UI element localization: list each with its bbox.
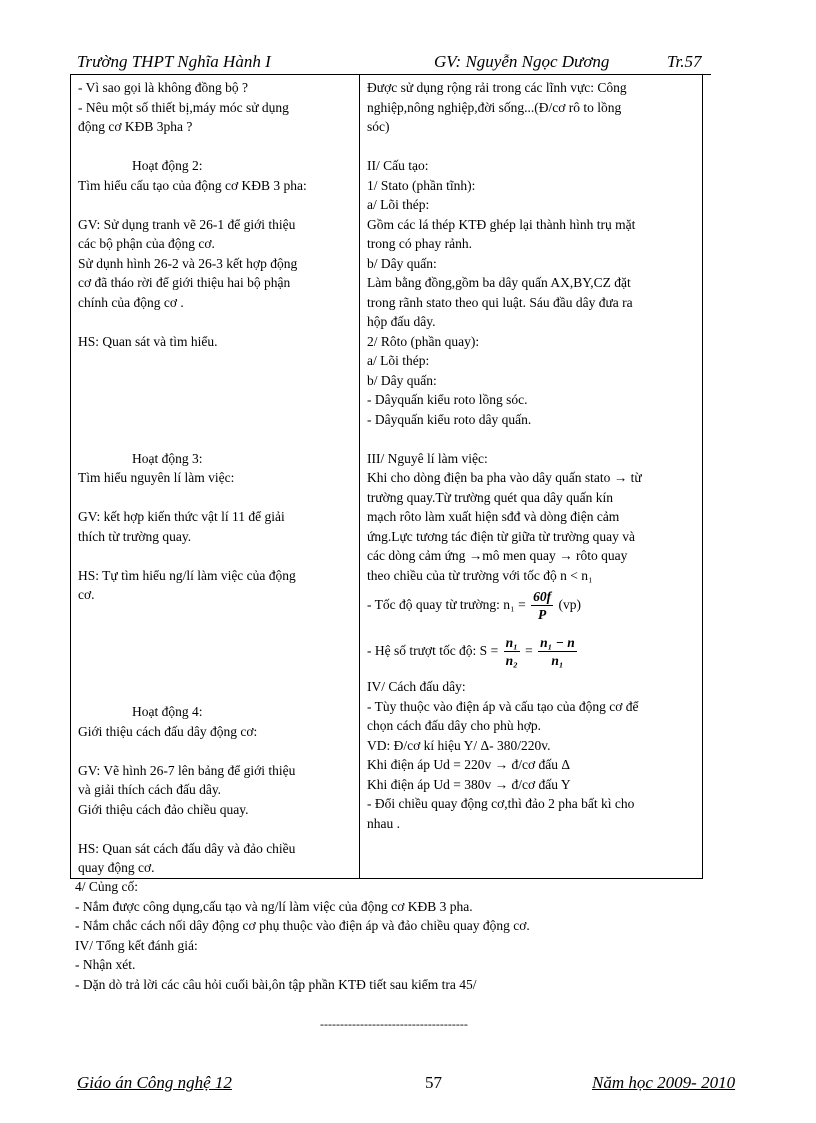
note-line: - Nắm được công dụng,cấu tạo và ng/lí làm việc của động cơ KĐB 3 pha. (75, 898, 473, 914)
right-text-line: trong rãnh stato theo qui luật. Sáu đầu dây đưa ra (367, 294, 633, 310)
formula2-prefix: - Hệ số trượt tốc độ: S = (367, 643, 499, 658)
fraction-slip (538, 634, 577, 669)
footer-subject: Giáo án Công nghệ 12 (77, 1073, 232, 1092)
left-text-line: GV: Vẽ hình 26-7 lên bảng để giới thiệu (78, 762, 296, 778)
formula2-eq: = (525, 643, 533, 658)
school-name: Trường THPT Nghĩa Hành I (77, 52, 271, 71)
separator-line: ------------------------------------- (320, 1017, 468, 1031)
left-text-line: HS: Quan sát cách đấu dây và đảo chiều (78, 840, 296, 856)
note-line: IV/ Tổng kết đánh giá: (75, 937, 198, 953)
right-text-line: chọn cách đấu dây cho phù hợp. (367, 718, 541, 733)
right-text-line: Gồm các lá thép KTĐ ghép lại thành hình trụ mặt (367, 216, 636, 232)
left-text-line (78, 351, 353, 371)
right-column (360, 75, 703, 879)
left-text-line: Hoạt động 3: (132, 450, 203, 466)
right-text-line: Được sử dụng rộng rải trong các lĩnh vực: Công (367, 80, 627, 95)
right-text-line: a/ Lõi thép: (367, 353, 430, 368)
right-outro (367, 677, 696, 833)
left-text-line (78, 644, 353, 664)
left-text-line: cơ. (78, 587, 95, 602)
left-text-line (78, 429, 353, 449)
right-text-line: - Dâyquấn kiểu roto dây quấn. (367, 411, 532, 427)
left-text-line (78, 312, 353, 332)
right-text-line: sóc) (367, 119, 390, 134)
left-text-line: HS: Quan sát và tìm hiểu. (78, 333, 218, 349)
left-text-line (78, 371, 353, 391)
left-text-line: động cơ KĐB 3pha ? (78, 119, 193, 134)
left-text-line (78, 195, 353, 215)
left-text-line: Giới thiệu cách đảo chiều quay. (78, 801, 249, 817)
right-text-line: Khi cho dòng điện ba pha vào dây quấn stato → từ (367, 470, 642, 485)
formula2-num1: n₁ (505, 635, 518, 651)
formula1-suffix: (vp) (558, 597, 581, 612)
left-text-line (78, 741, 353, 761)
left-text-line: Hoạt động 2: (132, 158, 203, 173)
right-text-line: Khi điện áp Ud = 220v → đ/cơ đấu Δ (367, 757, 571, 772)
left-text-line (78, 605, 353, 625)
fraction-n1-n2 (504, 634, 520, 669)
left-text-line (78, 663, 353, 683)
footer-page-number: 57 (425, 1073, 442, 1092)
page-header (77, 52, 711, 75)
teacher-name: GV: Nguyễn Ngọc Dương (434, 52, 610, 71)
formula1-prefix: - Tốc độ quay từ trường: n₁ = (367, 597, 526, 612)
formula-slip (367, 631, 696, 671)
right-text-line: nhau . (367, 815, 400, 831)
right-text-line: hộp đấu dây. (367, 314, 436, 329)
formula-rotation-speed (367, 585, 696, 625)
left-text-line: GV: Sử dụng tranh vẽ 26-1 để giới thiệu (78, 216, 296, 232)
left-column (71, 75, 360, 879)
left-text-line: các bộ phận của động cơ. (78, 236, 215, 251)
note-line: - Nắm chắc cách nối dây động cơ phụ thuộc vào điện áp và đảo chiều quay động cơ. (75, 918, 530, 933)
right-text-line: theo chiều của từ trường với tốc độ n < n₁ (367, 567, 593, 583)
right-text-line: VD: Đ/cơ kí hiệu Y/ Δ- 380/220v. (367, 737, 551, 753)
right-text-line: IV/ Cách đấu dây: (367, 679, 466, 694)
left-text-line: - Vì sao gọi là không đồng bộ ? (78, 80, 248, 95)
left-text-line: - Nêu một số thiết bị,máy móc sử dụng (78, 99, 289, 115)
left-text-line (78, 819, 353, 839)
left-text-line: Hoạt động 4: (132, 704, 203, 719)
right-text-line: 1/ Stato (phần tĩnh): (367, 177, 476, 193)
right-text-line: b/ Dây quấn: (367, 372, 437, 388)
right-text-line: mạch rôto làm xuất hiện sđđ và dòng điện cảm (367, 509, 620, 524)
left-text-line: Giới thiệu cách đấu dây động cơ: (78, 723, 258, 739)
right-text-line: - Tùy thuộc vào điện áp và cấu tạo của động cơ để (367, 698, 639, 714)
footer-school-year: Năm học 2009- 2010 (592, 1073, 736, 1092)
left-text-line: HS: Tự tìm hiểu ng/lí làm việc của động (78, 567, 296, 583)
left-text-line (78, 137, 353, 157)
fraction-60f-p (531, 588, 553, 623)
right-text-line: trong có phay rảnh. (367, 236, 472, 251)
formula1-num: 60f (533, 589, 552, 605)
left-text-line: và giải thích cách đấu dây. (78, 782, 222, 797)
note-line: 4/ Củng cố: (75, 879, 138, 894)
right-text-line: a/ Lõi thép: (367, 197, 430, 212)
page-footer (77, 1073, 750, 1095)
note-line: - Nhận xét. (75, 957, 136, 972)
after-table-notes (75, 877, 735, 994)
right-text-line: các dòng cảm ứng →mô men quay → rôto quay (367, 548, 628, 563)
right-text-line: Khi điện áp Ud = 380v → đ/cơ đấu Y (367, 776, 571, 792)
right-text-line: III/ Nguyê lí làm việc: (367, 450, 488, 466)
right-text-line: II/ Cấu tạo: (367, 158, 429, 173)
formula1-den: P (537, 607, 547, 623)
left-text-line: Tìm hiểu cấu tạo của động cơ KĐB 3 pha: (78, 177, 307, 193)
left-text-line: GV: kết hợp kiến thức vật lí 11 để giải (78, 509, 285, 524)
right-text-line: Làm bằng đồng,gồm ba dây quấn AX,BY,CZ đặt (367, 275, 631, 290)
right-text-line: b/ Dây quấn: (367, 255, 437, 271)
right-text-line (367, 137, 696, 157)
right-text-line: - Dâyquấn kiểu roto lồng sóc. (367, 392, 528, 407)
left-text-line: Tìm hiểu nguyên lí làm việc: (78, 470, 235, 485)
left-text-line (78, 410, 353, 430)
left-text-line (78, 546, 353, 566)
formula2-den2: n₁ (551, 653, 564, 669)
left-text-line (78, 390, 353, 410)
right-text-line: - Đổi chiều quay động cơ,thì đảo 2 pha bất kì cho (367, 796, 635, 811)
right-text-line: ứng.Lực tương tác điện từ giữa từ trường quay và (367, 528, 635, 544)
left-text-line: Sử dụnh hình 26-2 và 26-3 kết hợp động (78, 255, 298, 271)
left-text-line: thích từ trường quay. (78, 528, 192, 544)
right-text-line: 2/ Rôto (phần quay): (367, 333, 480, 349)
right-intro (367, 78, 696, 585)
formula2-num2: n₁ − n (540, 635, 575, 651)
right-text-line: nghiệp,nông nghiệp,đời sống...(Đ/cơ rô to lồng (367, 99, 622, 115)
lesson-table (70, 74, 703, 879)
left-text-line (78, 683, 353, 703)
left-text-line (78, 624, 353, 644)
left-text-line (78, 488, 353, 508)
right-text-line (367, 429, 696, 449)
formula2-den1: n₂ (505, 653, 518, 669)
right-text-line: trường quay.Từ trường quét qua dây quấn kín (367, 489, 614, 505)
left-text-line: quay động cơ. (78, 860, 155, 875)
page-ref: Tr.57 (667, 52, 702, 71)
left-text-line: chính của động cơ . (78, 294, 184, 310)
note-line: - Dặn dò trả lời các câu hỏi cuối bài,ôn tập phần KTĐ tiết sau kiểm tra 45/ (75, 976, 477, 992)
left-text-line: cơ đã tháo rời để giới thiệu hai bộ phận (78, 275, 291, 290)
